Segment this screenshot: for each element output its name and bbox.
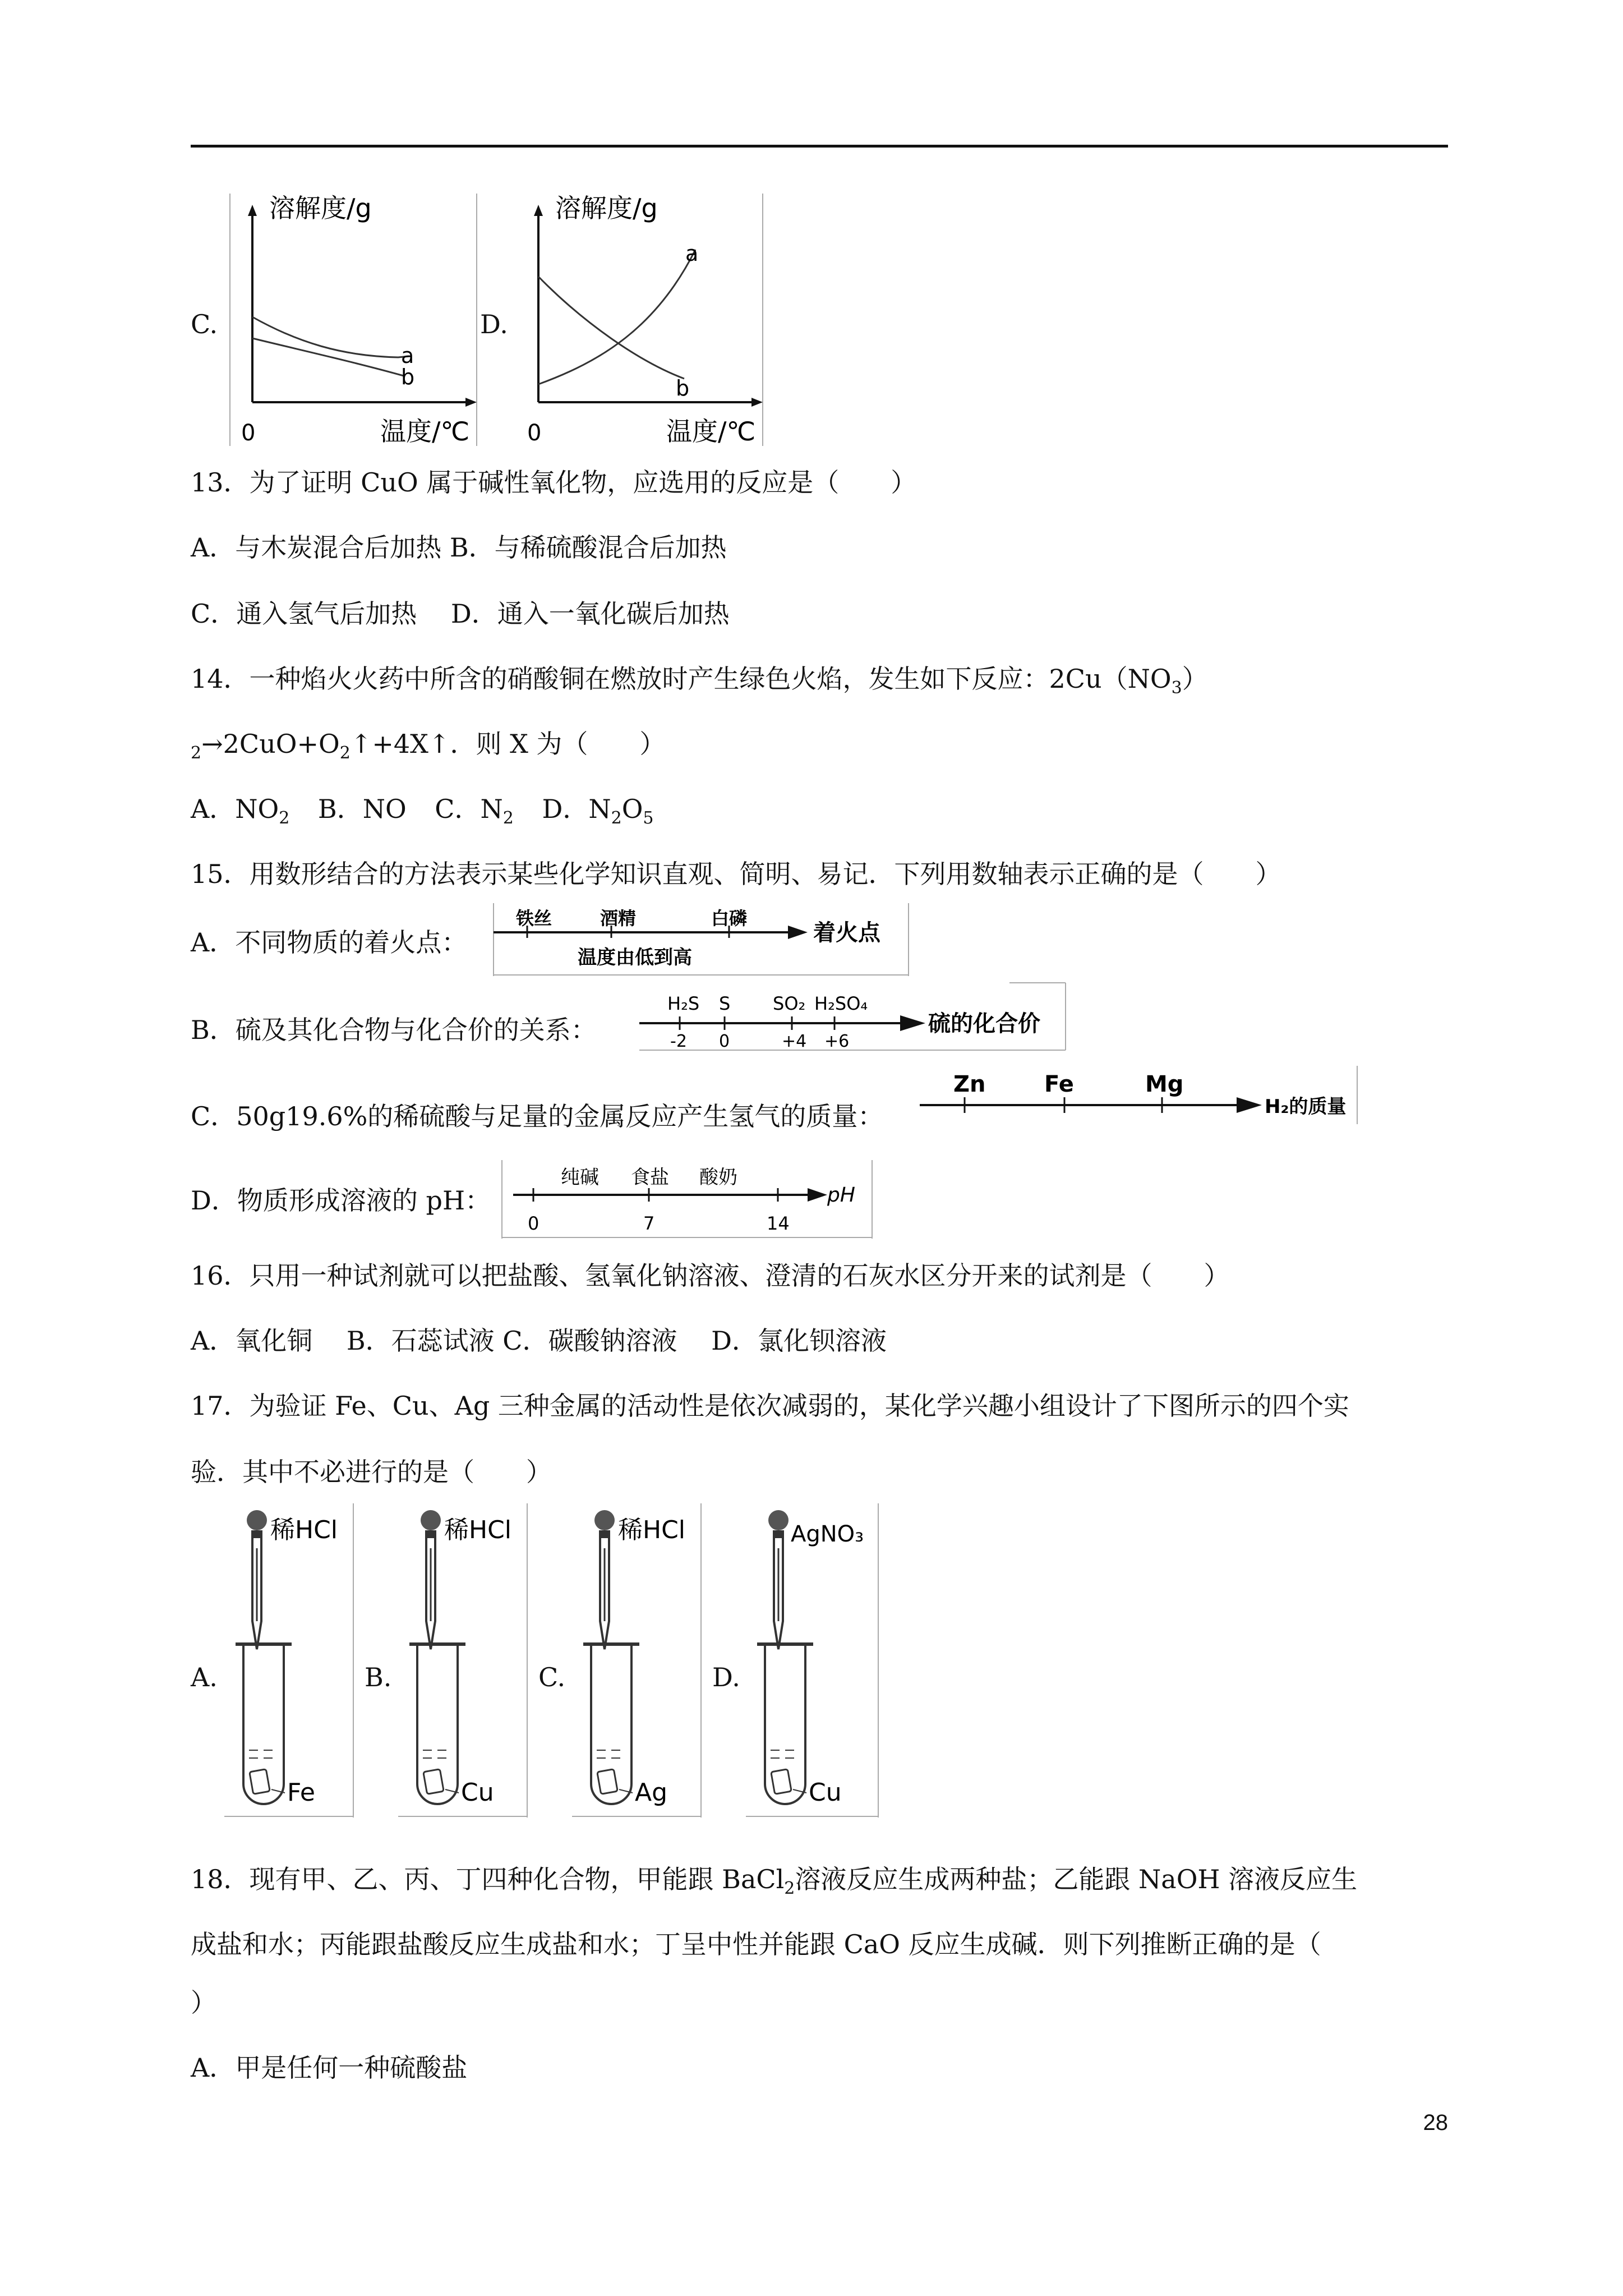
tick-value-7: 7 — [643, 1213, 655, 1234]
q16-stem: 16．只用一种试剂就可以把盐酸、氢氧化钠溶液、澄清的石灰水区分开来的试剂是（ ） — [191, 1260, 1230, 1291]
solubility-graph-d — [516, 194, 763, 446]
q17-stem-line2: 验．其中不必进行的是（ ） — [191, 1457, 552, 1487]
x-axis-label: 温度/℃ — [380, 416, 470, 447]
q15-option-b-text: B．硫及其化合物与化合价的关系： — [191, 1015, 597, 1045]
metal-label: Ag — [635, 1778, 668, 1807]
number-line-ph — [502, 1160, 872, 1239]
option-c-label: C. — [191, 309, 218, 339]
curve-a-label: a — [685, 241, 699, 266]
reagent-label: 稀HCl — [618, 1516, 686, 1544]
number-line-ignition — [494, 903, 909, 976]
tick-value-plus4: +4 — [782, 1032, 807, 1051]
q18-stem-line2: 成盐和水；丙能跟盐酸反应生成盐和水；丁呈中性并能跟 CaO 反应生成碱．则下列推断正确的是（ — [191, 1929, 1321, 1959]
q15-option-a-text: A．不同物质的着火点： — [191, 927, 468, 958]
tick-label-iron-wire: 铁丝 — [516, 908, 552, 929]
tick-label-s: S — [719, 993, 731, 1014]
tube-d-label: D. — [712, 1662, 740, 1692]
axis-label-valence: 硫的化合价 — [928, 1011, 1040, 1037]
tick-value-0: 0 — [528, 1213, 540, 1234]
tick-label-h2s: H₂S — [667, 993, 700, 1014]
axis-label-h2-mass: H₂的质量 — [1265, 1096, 1347, 1118]
q13-stem: 13．为了证明 CuO 属于碱性氧化物，应选用的反应是（ ） — [191, 467, 917, 498]
tick-value-0: 0 — [719, 1032, 730, 1051]
tick-value-plus6: +6 — [824, 1032, 850, 1051]
tube-c-label: C. — [538, 1662, 566, 1692]
tick-value-minus2: -2 — [670, 1032, 687, 1051]
q16-options: A．氧化铜 B．石蕊试液 C．碳酸钠溶液 D．氯化钡溶液 — [191, 1326, 887, 1356]
test-tube-c — [572, 1503, 707, 1818]
axis-label-ignition: 着火点 — [813, 920, 880, 946]
tick-label-zn: Zn — [953, 1071, 986, 1097]
q14-stem-line2: $_2\to 2CuO+O_2↑+4X↑$．则 X 为（ ） — [191, 729, 666, 763]
tick-label-yogurt: 酸奶 — [699, 1166, 737, 1189]
q18-stem-line1: 18．现有甲、乙、丙、丁四种化合物，甲能跟 BaCl$_2$溶液反应生成两种盐；乙能跟 NaOH 溶液反应生 — [191, 1864, 1358, 1899]
reagent-label: 稀HCl — [444, 1516, 512, 1544]
curve-b-label: b — [401, 365, 415, 389]
solubility-graph-c — [230, 194, 477, 446]
q15-stem: 15．用数形结合的方法表示某些化学知识直观、简明、易记．下列用数轴表示正确的是（ ） — [191, 859, 1281, 889]
tick-label-salt: 食盐 — [631, 1166, 669, 1189]
header-rule — [191, 145, 1448, 148]
origin-label: 0 — [241, 420, 256, 446]
q14-options: A．$NO_2$ B．NO C．$N_2$ D．$N_2O_5$ — [191, 794, 654, 829]
q17-stem-line1: 17．为验证 Fe、Cu、Ag 三种金属的活动性是依次减弱的，某化学兴趣小组设计了下图所示的四个实 — [191, 1391, 1349, 1421]
tick-label-h2so4: H₂SO₄ — [814, 993, 868, 1014]
axis-caption: 温度由低到高 — [578, 946, 692, 969]
tick-label-soda: 纯碱 — [561, 1166, 599, 1189]
metal-label: Fe — [287, 1778, 315, 1807]
tick-label-mg: Mg — [1145, 1071, 1184, 1097]
tick-label-alcohol: 酒精 — [600, 908, 637, 929]
page-number: 28 — [1423, 2110, 1448, 2135]
number-line-sulfur-valence — [639, 983, 1066, 1056]
test-tube-b — [398, 1503, 533, 1818]
metal-label: Cu — [461, 1778, 494, 1807]
option-d-label: D. — [480, 309, 508, 339]
reagent-label: 稀HCl — [270, 1516, 338, 1544]
tube-a-label: A. — [191, 1662, 218, 1692]
q18-option-a: A．甲是任何一种硫酸盐 — [191, 2053, 468, 2083]
tick-value-14: 14 — [767, 1213, 790, 1234]
tick-label-fe: Fe — [1044, 1071, 1074, 1097]
curve-b-label: b — [676, 376, 690, 401]
q18-stem-line3: ） — [191, 1987, 216, 2018]
q13-options-1: A．与木炭混合后加热 B．与稀硫酸混合后加热 — [191, 532, 727, 563]
test-tube-a — [224, 1503, 359, 1818]
y-axis-label: 溶解度/g — [555, 193, 658, 223]
y-axis-label: 溶解度/g — [269, 193, 372, 223]
q14-stem-line1: 14．一种焰火火药中所含的硝酸铜在燃放时产生绿色火焰，发生如下反应：$2Cu(NO_3)$ — [191, 664, 1208, 698]
q13-options-2: C．通入氢气后加热 D．通入一氧化碳后加热 — [191, 599, 730, 629]
tick-label-white-phosphorus: 白磷 — [711, 908, 748, 929]
number-line-hydrogen-mass — [920, 1066, 1357, 1128]
metal-label: Cu — [809, 1778, 842, 1807]
tick-label-so2: SO₂ — [773, 993, 806, 1014]
origin-label: 0 — [527, 420, 542, 446]
reagent-label: AgNO₃ — [791, 1521, 864, 1547]
test-tube-d — [746, 1503, 880, 1818]
curve-a-label: a — [401, 343, 414, 368]
q15-option-c-text: C．50g19.6%的稀硫酸与足量的金属反应产生氢气的质量： — [191, 1101, 884, 1131]
x-axis-label: 温度/℃ — [666, 416, 756, 447]
axis-label-ph: pH — [827, 1184, 855, 1207]
q15-option-d-text: D．物质形成溶液的 pH： — [191, 1185, 491, 1216]
tube-b-label: B. — [365, 1662, 392, 1692]
